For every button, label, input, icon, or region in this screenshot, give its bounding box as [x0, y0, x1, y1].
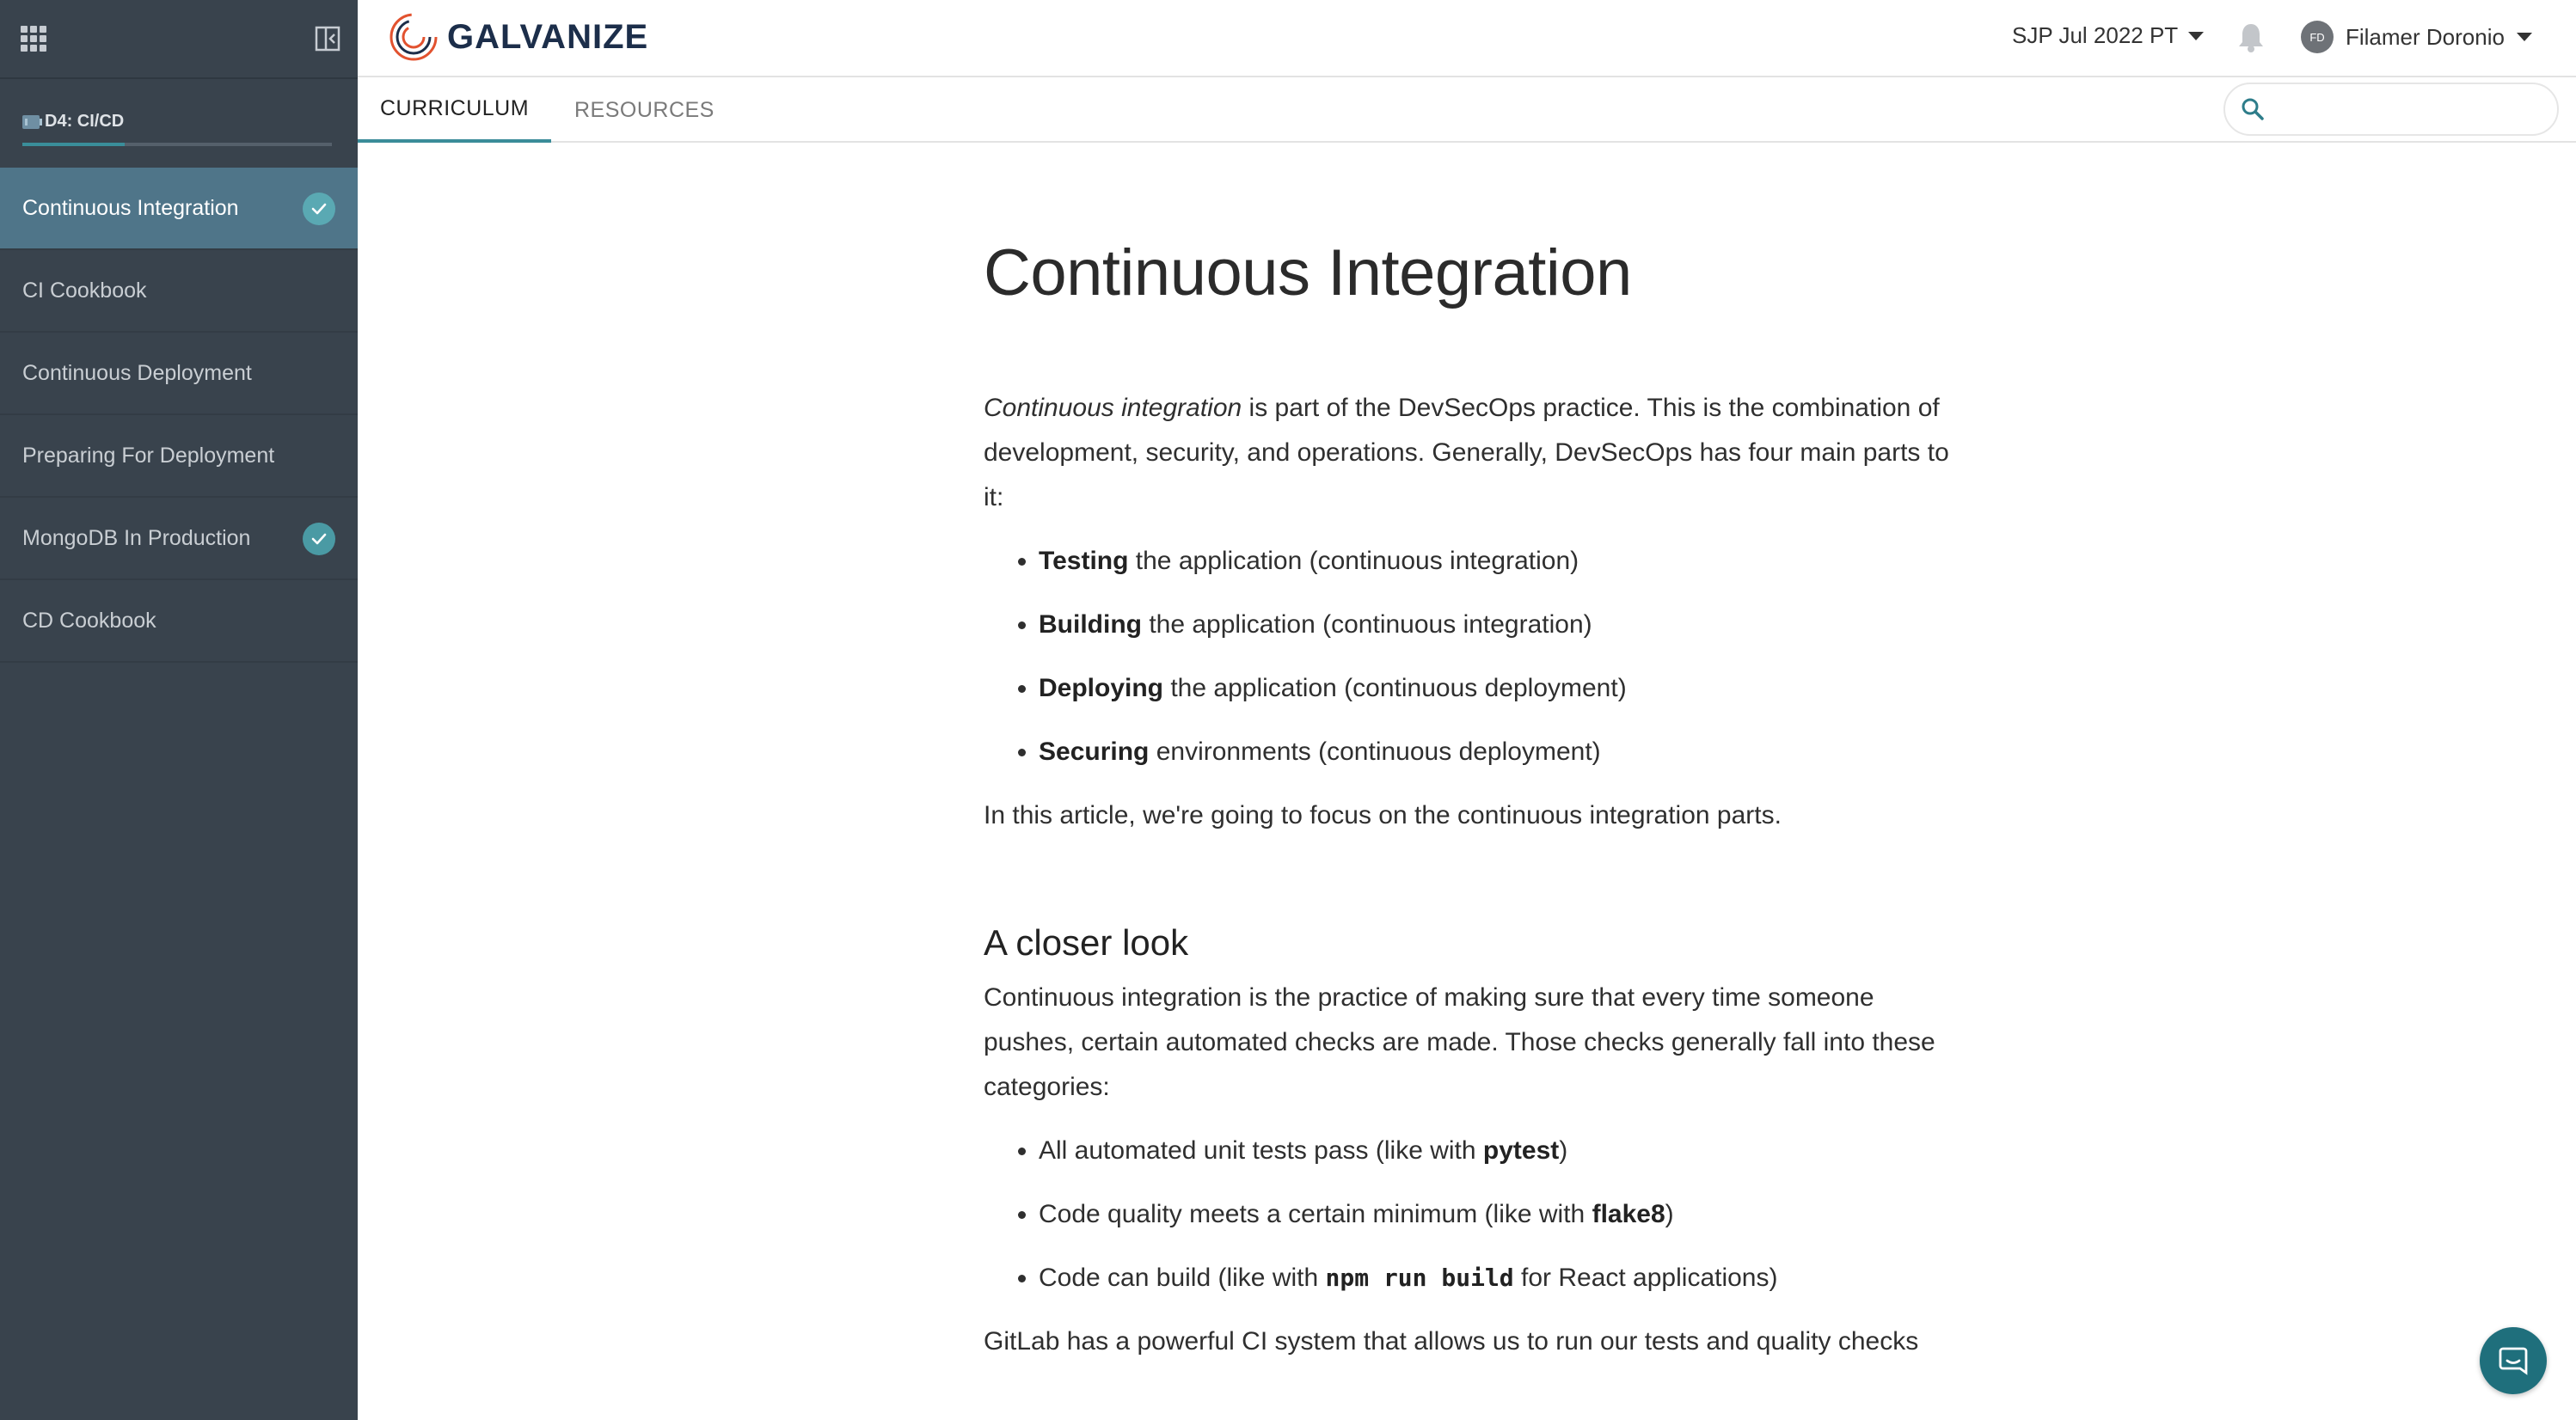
tab-bar: [358, 77, 2576, 143]
sidebar-item-label: CD Cookbook: [22, 608, 156, 633]
list-item: [1039, 539, 1955, 584]
sidebar-nav: [0, 168, 358, 663]
sidebar-item-label: Continuous Integration: [22, 195, 239, 220]
cohort-selector[interactable]: [2012, 22, 2204, 49]
intro-paragraph: [984, 386, 1955, 520]
module-progress-bar: [22, 143, 332, 146]
list-item: [1039, 730, 1955, 774]
chat-button[interactable]: [2480, 1327, 2547, 1394]
sidebar-item-label: Preparing For Deployment: [22, 443, 275, 468]
trailing-paragraph: GitLab has a powerful CI system that allows us to run our tests and quality checks: [984, 1327, 1919, 1356]
list-item-text: the application (continuous integration): [1128, 547, 1579, 575]
intro-text: is part of the DevSecOps practice. This is the combination of development, security, and operations. Generally, DevSecOps has four main parts to it:: [984, 394, 1949, 511]
apps-grid-icon[interactable]: [21, 26, 46, 52]
inline-code: npm run build: [1325, 1264, 1514, 1292]
list-item-text: Code quality meets a certain minimum (like with: [1039, 1200, 1592, 1228]
module-title[interactable]: [22, 112, 124, 132]
tab-resources[interactable]: RESOURCES: [574, 97, 715, 122]
user-name: Filamer Doronio: [2346, 23, 2505, 50]
check-icon: [303, 193, 335, 225]
sidebar-item[interactable]: [0, 333, 358, 415]
module-header: [0, 79, 358, 168]
top-bar: [358, 0, 2576, 77]
user-menu[interactable]: [2301, 21, 2532, 53]
brand-name: GALVANIZE: [447, 17, 649, 56]
list-item-text: environments (continuous deployment): [1149, 738, 1601, 766]
list-item-bold: Deploying: [1039, 674, 1164, 702]
article-content: [984, 143, 1955, 1420]
module-progress-fill: [22, 143, 125, 146]
list-item-bold: Testing: [1039, 547, 1129, 575]
galvanize-logo-icon: [389, 12, 439, 62]
bell-icon[interactable]: [2236, 21, 2266, 53]
chat-icon: [2498, 1345, 2529, 1376]
module-title-label: D4: CI/CD: [45, 112, 125, 131]
focus-paragraph: In this article, we're going to focus on the continuous integration parts.: [984, 801, 1782, 829]
chevron-down-icon: [2517, 33, 2532, 41]
list-item-text: the application (continuous integration): [1141, 610, 1592, 639]
sidebar-item-label: Continuous Deployment: [22, 360, 252, 385]
search-icon[interactable]: [2241, 97, 2265, 121]
galvanize-logo[interactable]: [389, 12, 648, 62]
list-item: [1039, 1129, 1955, 1173]
sidebar: [0, 0, 358, 1420]
chevron-down-icon: [2188, 32, 2204, 40]
sidebar-top: [0, 0, 358, 79]
sidebar-item[interactable]: [0, 168, 358, 250]
tool-name: flake8: [1592, 1200, 1665, 1228]
list-item-text: ): [1559, 1136, 1568, 1165]
sidebar-item-label: CI Cookbook: [22, 278, 147, 303]
list-item: [1039, 1192, 1955, 1237]
sidebar-item[interactable]: [0, 250, 358, 333]
section-paragraph: Continuous integration is the practice of making sure that every time someone pushes, certain automated checks are made. Those checks generally fall into these categories:: [984, 983, 1935, 1101]
sidebar-item-label: MongoDB In Production: [22, 525, 251, 550]
module-icon: [22, 115, 40, 129]
list-item-text: Code can build (like with: [1039, 1264, 1326, 1292]
check-icon: [303, 523, 335, 555]
search-input[interactable]: [2279, 97, 2536, 121]
list-item: [1039, 603, 1955, 647]
sidebar-item[interactable]: [0, 580, 358, 663]
tab-curriculum[interactable]: CURRICULUM: [358, 77, 551, 143]
tool-name: pytest: [1482, 1136, 1560, 1165]
list-item-text: All automated unit tests pass (like with: [1039, 1136, 1483, 1165]
list-item: [1039, 666, 1955, 711]
page-title: Continuous Integration: [984, 236, 1632, 309]
list-item: [1039, 1256, 1955, 1301]
list-item-text: the application (continuous deployment): [1163, 674, 1627, 702]
list-item-text: for React applications): [1513, 1264, 1778, 1292]
section-heading: A closer look: [984, 922, 1189, 963]
avatar: FD: [2301, 21, 2334, 53]
devsecops-parts-list: [984, 539, 1955, 774]
sidebar-item[interactable]: [0, 415, 358, 498]
sidebar-item[interactable]: [0, 498, 358, 580]
list-item-text: ): [1665, 1200, 1674, 1228]
list-item-bold: Securing: [1039, 738, 1150, 766]
checks-list: [984, 1129, 1955, 1301]
cohort-label: SJP Jul 2022 PT: [2012, 22, 2179, 48]
list-item-bold: Building: [1039, 610, 1142, 639]
intro-emphasis: Continuous integration: [984, 394, 1242, 422]
search-box[interactable]: [2223, 83, 2559, 136]
sidebar-collapse-icon[interactable]: [315, 26, 340, 52]
